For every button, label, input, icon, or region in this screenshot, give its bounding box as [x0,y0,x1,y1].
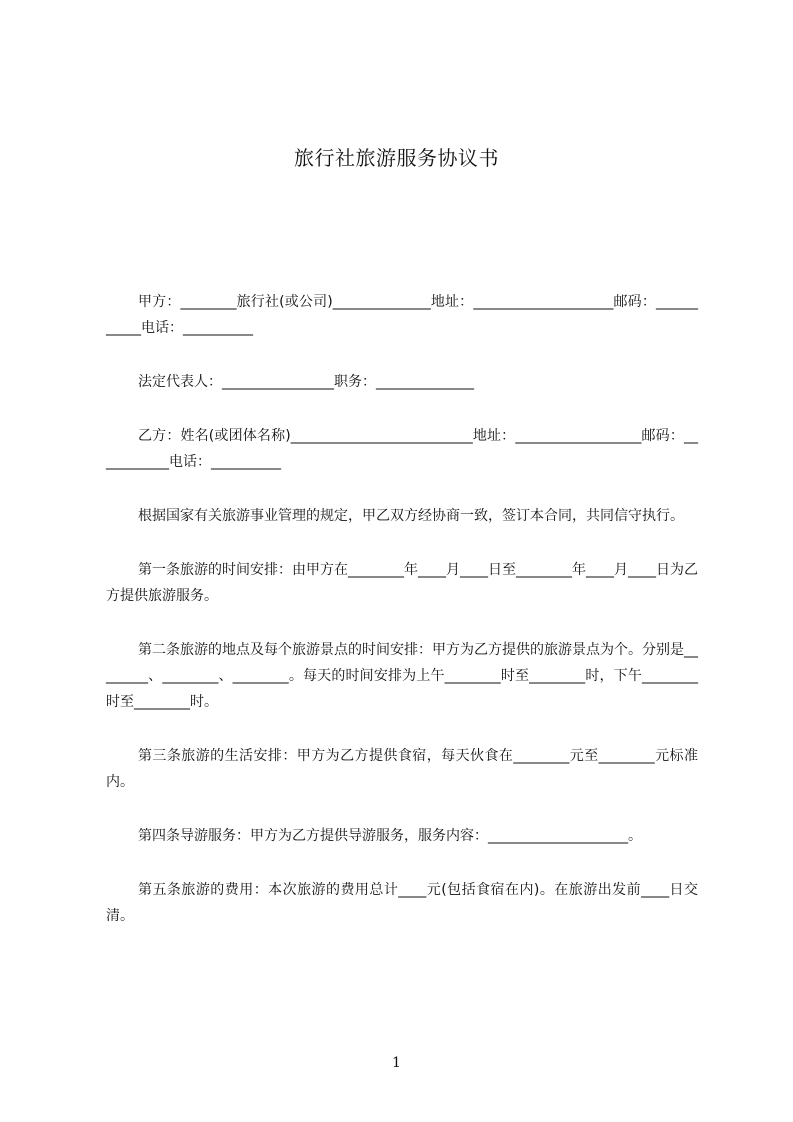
legal-representative-paragraph: 法定代表人：________________职务：______________ [138,374,474,390]
document-body [106,289,698,957]
article-5-paragraph: 第五条旅游的费用：本次旅游的费用总计____元(包括食宿在内)。在旅游出发前____日交清。 [106,882,698,924]
document-title: 旅行社旅游服务协议书 [294,146,499,170]
page-number: 1 [392,1055,401,1071]
article-3-paragraph: 第三条旅游的生活安排：甲方为乙方提供食宿，每天伙食在________元至________元标准内。 [106,748,698,790]
article-2-paragraph: 第二条旅游的地点及每个旅游景点的时间安排：甲方为乙方提供的旅游景点为个。分别是________、________、________。每天的时间安排为上午________时至________时，下午________时至________时。 [106,642,698,710]
article-1-paragraph: 第一条旅游的时间安排：由甲方在________年____月____日至________年____月____日为乙方提供旅游服务。 [106,562,698,604]
party-a-paragraph: 甲方：________旅行社(或公司)______________地址：____________________邮码：___________电话：__________ [106,294,698,336]
party-b-paragraph: 乙方：姓名(或团体名称)__________________________地址：__________________邮码：___________电话：__________ [106,428,698,470]
preamble-paragraph: 根据国家有关旅游事业管理的规定，甲乙双方经协商一致，签订本合同，共同信守执行。 [138,508,684,524]
article-4-paragraph: 第四条导游服务：甲方为乙方提供导游服务，服务内容：____________________。 [138,828,642,844]
